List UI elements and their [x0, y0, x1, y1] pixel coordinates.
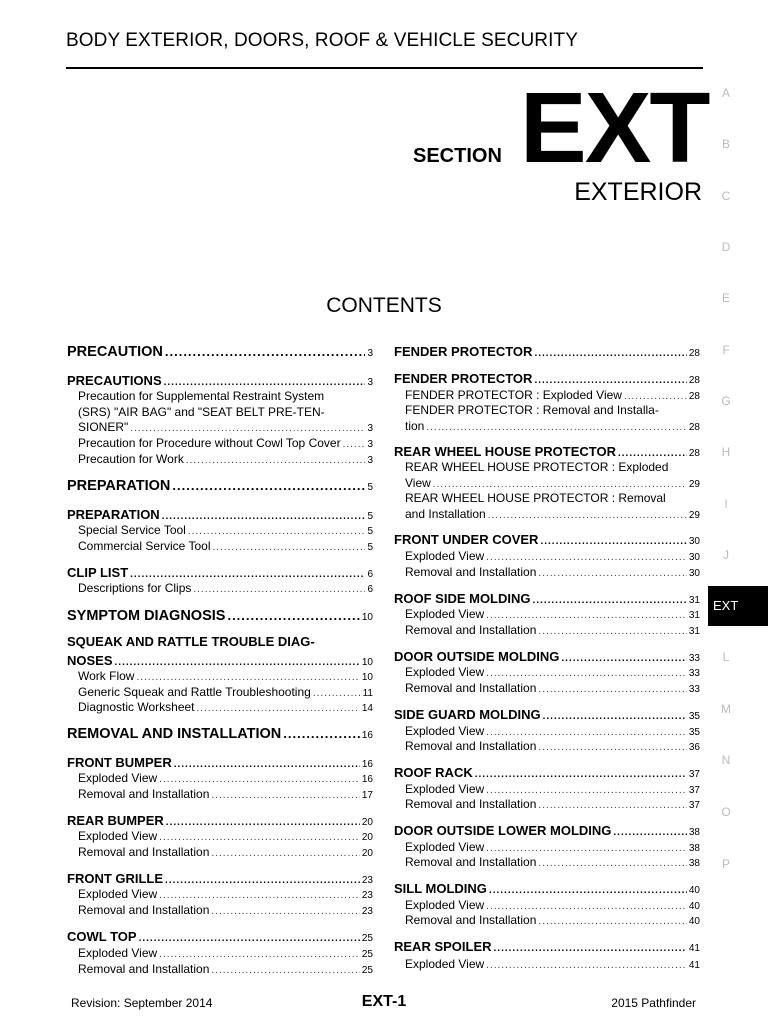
toc-entry-fender-protector-sub[interactable]: FENDER PROTECTOR ..... 28 — [394, 371, 700, 389]
side-tab-d[interactable]: D — [721, 240, 731, 254]
side-tab-b[interactable]: B — [721, 137, 730, 151]
toc-entry-sm-removal[interactable]: Removal and Installation ..... 40 — [394, 912, 700, 930]
side-tab-i[interactable]: I — [724, 497, 728, 511]
toc-entry-fp-removal-line2[interactable]: tion ..... 28 — [394, 418, 700, 436]
toc-entry-generic-squeak[interactable]: Generic Squeak and Rattle Troubleshooting ..... 11 — [67, 684, 373, 702]
toc-entry-cowl-top-exploded[interactable]: Exploded View ..... 25 — [67, 945, 373, 963]
footer-revision: Revision: September 2014 — [71, 996, 213, 1010]
toc-entry-front-bumper[interactable]: FRONT BUMPER ..... 16 — [67, 755, 373, 773]
section-code: EXT — [520, 72, 709, 184]
toc-entry-rr-exploded[interactable]: Exploded View ..... 37 — [394, 781, 700, 799]
toc-entry-fender-protector[interactable]: FENDER PROTECTOR ..... 28 — [394, 344, 700, 362]
toc-entry-rsm-exploded[interactable]: Exploded View ..... 31 — [394, 606, 700, 624]
toc-entry-rwh-exploded-line1[interactable]: REAR WHEEL HOUSE PROTECTOR : Exploded — [405, 460, 669, 474]
toc-entry-front-under-cover[interactable]: FRONT UNDER COVER ..... 30 — [394, 532, 700, 550]
toc-entry-front-grille[interactable]: FRONT GRILLE ..... 23 — [67, 871, 373, 889]
toc-entry-rwh-removal-line1[interactable]: REAR WHEEL HOUSE PROTECTOR : Removal — [405, 491, 666, 505]
toc-entry-dolm-exploded[interactable]: Exploded View ..... 38 — [394, 839, 700, 857]
section-name: EXTERIOR — [574, 178, 702, 206]
toc-entry-clip-list[interactable]: CLIP LIST ..... 6 — [67, 565, 373, 583]
side-tab-n[interactable]: N — [721, 753, 731, 767]
toc-entry-dom-removal[interactable]: Removal and Installation ..... 33 — [394, 680, 700, 698]
toc-entry-front-grille-removal[interactable]: Removal and Installation ..... 23 — [67, 902, 373, 920]
side-tab-h[interactable]: H — [721, 445, 731, 459]
toc-entry-squeak-line2[interactable]: NOSES ..... 10 — [67, 653, 373, 671]
toc-entry-sgm-exploded[interactable]: Exploded View ..... 35 — [394, 723, 700, 741]
side-tab-m[interactable]: M — [721, 702, 731, 716]
toc-entry-door-outside-molding[interactable]: DOOR OUTSIDE MOLDING ..... 33 — [394, 649, 700, 667]
toc-entry-roof-side-molding[interactable]: ROOF SIDE MOLDING ..... 31 — [394, 591, 700, 609]
side-tab-c[interactable]: C — [721, 189, 731, 203]
toc-entry-precautions[interactable]: PRECAUTIONS ..... 3 — [67, 373, 373, 391]
toc-entry-front-bumper-removal[interactable]: Removal and Installation ..... 17 — [67, 786, 373, 804]
side-tab-o[interactable]: O — [721, 805, 731, 819]
footer-model: 2015 Pathfinder — [611, 996, 696, 1010]
side-tab-ext-active[interactable]: EXT — [708, 586, 768, 626]
toc-entry-clips-desc[interactable]: Descriptions for Clips ..... 6 — [67, 580, 373, 598]
toc-entry-cowl-top[interactable]: COWL TOP ..... 25 — [67, 929, 373, 947]
toc-entry-rwh-exploded-line2[interactable]: View ..... 29 — [394, 475, 700, 493]
toc-entry-removal-installation[interactable]: REMOVAL AND INSTALLATION ..... 16 — [67, 726, 373, 744]
toc-entry-door-outside-lower-molding[interactable]: DOOR OUTSIDE LOWER MOLDING ..... 38 — [394, 823, 700, 841]
toc-entry-fp-exploded[interactable]: FENDER PROTECTOR : Exploded View ..... 28 — [394, 387, 700, 405]
toc-entry-commercial-tool[interactable]: Commercial Service Tool ..... 5 — [67, 538, 373, 556]
toc-entry-front-grille-exploded[interactable]: Exploded View ..... 23 — [67, 886, 373, 904]
toc-entry-rear-bumper-exploded[interactable]: Exploded View ..... 20 — [67, 828, 373, 846]
header-rule — [66, 67, 703, 69]
toc-entry-squeak-line1[interactable]: SQUEAK AND RATTLE TROUBLE DIAG- — [67, 634, 315, 649]
toc-entry-rear-wheel-house[interactable]: REAR WHEEL HOUSE PROTECTOR ..... 28 — [394, 444, 700, 462]
toc-entry-rs-exploded[interactable]: Exploded View ..... 41 — [394, 956, 700, 974]
side-tab-j[interactable]: J — [723, 548, 729, 562]
toc-entry-srs-line2[interactable]: (SRS) "AIR BAG" and "SEAT BELT PRE-TEN- — [78, 405, 325, 419]
toc-entry-cowl-top-removal[interactable]: Removal and Installation ..... 25 — [67, 961, 373, 979]
toc-entry-preparation[interactable]: PREPARATION ..... 5 — [67, 478, 373, 496]
toc-entry-preparation-sub[interactable]: PREPARATION ..... 5 — [67, 507, 373, 525]
toc-entry-dom-exploded[interactable]: Exploded View ..... 33 — [394, 664, 700, 682]
toc-entry-rear-bumper-removal[interactable]: Removal and Installation ..... 20 — [67, 844, 373, 862]
toc-entry-sm-exploded[interactable]: Exploded View ..... 40 — [394, 897, 700, 915]
toc-entry-precaution[interactable]: PRECAUTION ..... 3 — [67, 344, 373, 362]
section-word: SECTION — [413, 145, 502, 167]
toc-entry-roof-rack[interactable]: ROOF RACK ..... 37 — [394, 765, 700, 783]
toc-entry-rr-removal[interactable]: Removal and Installation ..... 37 — [394, 796, 700, 814]
toc-entry-fuc-exploded[interactable]: Exploded View ..... 30 — [394, 548, 700, 566]
side-tab-l[interactable]: L — [722, 650, 730, 664]
toc-entry-fuc-removal[interactable]: Removal and Installation ..... 30 — [394, 564, 700, 582]
footer-page-id: EXT-1 — [361, 993, 407, 1010]
toc-entry-fp-removal-line1[interactable]: FENDER PROTECTOR : Removal and Installa- — [405, 403, 659, 417]
toc-entry-sgm-removal[interactable]: Removal and Installation ..... 36 — [394, 738, 700, 756]
toc-entry-srs-line1[interactable]: Precaution for Supplemental Restraint System — [78, 389, 325, 403]
toc-entry-sill-molding[interactable]: SILL MOLDING ..... 40 — [394, 881, 700, 899]
toc-entry-rear-bumper[interactable]: REAR BUMPER ..... 20 — [67, 813, 373, 831]
side-tab-e[interactable]: E — [721, 291, 730, 305]
toc-entry-diag-worksheet[interactable]: Diagnostic Worksheet ..... 14 — [67, 699, 373, 717]
side-tab-a[interactable]: A — [721, 86, 730, 100]
toc-entry-cowl-top-cover[interactable]: Precaution for Procedure without Cowl Top Cover ..... 3 — [67, 435, 373, 453]
side-tab-p[interactable]: P — [721, 857, 730, 871]
toc-entry-work-flow[interactable]: Work Flow ..... 10 — [67, 668, 373, 686]
side-tab-g[interactable]: G — [721, 394, 731, 408]
toc-entry-side-guard-molding[interactable]: SIDE GUARD MOLDING ..... 35 — [394, 707, 700, 725]
toc-entry-special-tool[interactable]: Special Service Tool ..... 5 — [67, 522, 373, 540]
toc-entry-rear-spoiler[interactable]: REAR SPOILER ..... 41 — [394, 939, 700, 957]
contents-title: CONTENTS — [326, 294, 442, 317]
toc-entry-dolm-removal[interactable]: Removal and Installation ..... 38 — [394, 854, 700, 872]
side-tab-f[interactable]: F — [722, 343, 730, 357]
toc-entry-rsm-removal[interactable]: Removal and Installation ..... 31 — [394, 622, 700, 640]
toc-entry-srs-line3[interactable]: SIONER" ..... 3 — [67, 419, 373, 437]
header-title: BODY EXTERIOR, DOORS, ROOF & VEHICLE SECURITY — [66, 30, 578, 51]
toc-entry-symptom-diagnosis[interactable]: SYMPTOM DIAGNOSIS ..... 10 — [67, 608, 373, 626]
toc-entry-precaution-work[interactable]: Precaution for Work ..... 3 — [67, 451, 373, 469]
toc-entry-rwh-removal-line2[interactable]: and Installation ..... 29 — [394, 506, 700, 524]
toc-entry-front-bumper-exploded[interactable]: Exploded View ..... 16 — [67, 770, 373, 788]
